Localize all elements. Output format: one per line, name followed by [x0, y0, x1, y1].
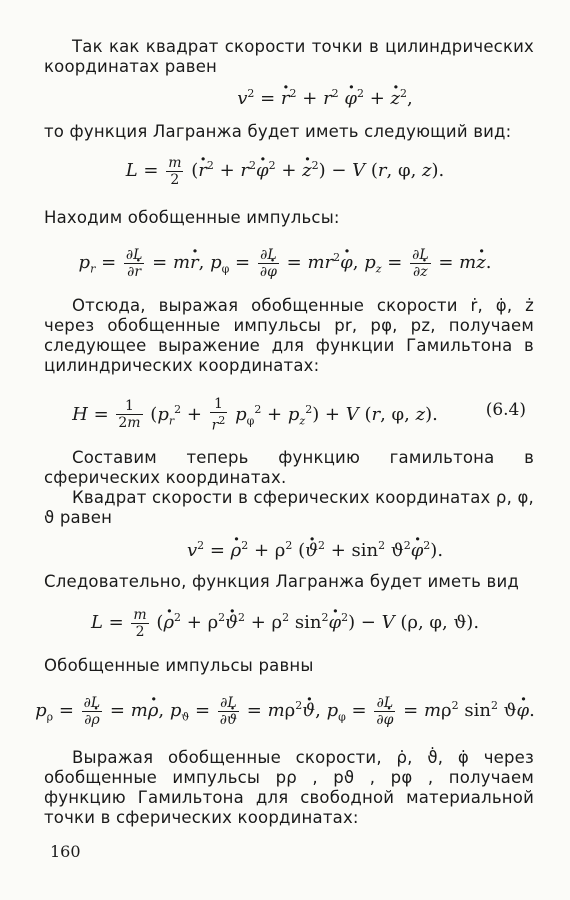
paragraph-9: Выражая обобщенные скорости, ρ̇, ϑ̇, φ̇ через обобщенные импульсы pρ , pϑ , pφ , получаем функцию Гамильтона для свободной материальной точки в сферических координатах: — [44, 748, 534, 827]
equation-momenta-spherical: $p_\rho$ = $\frac{\partial L}{\partial\cdot \rho}$ = m· ρ, $p_ϑ$ = $\frac{\partial L}{\partial\cdot ϑ}$ = $m\rho^2\cdot ϑ$, $p_\varphi$ = $\frac{\partial L}{\partial\cdot \varphi}$ = $m\rho^2$ $\sin^2 ϑ\cdot \varphi$. — [0, 694, 570, 730]
paragraph-4: Отсюда, выражая обобщенные скорости ṙ, φ̇, ż через обобщенные импульсы pr, pφ, pz, получаем следующее выражение для функции Гамильтона в цилиндрических координатах: — [44, 296, 535, 375]
paragraph-2: то функция Лагранжа будет иметь следующий вид: — [44, 122, 512, 141]
equation-lagrangian-cylindrical: L = $\frac{m}{2}$ (· $r^2 + r^2\cdot \varphi^2$ + · $z^2) - V$ (r, φ, z). — [0, 154, 570, 188]
paragraph-5: Составим теперь функцию гамильтона в сферических координатах. — [44, 448, 534, 487]
page-number: 160 — [50, 842, 81, 861]
paragraph-6: Квадрат скорости в сферических координатах ρ, φ, ϑ равен — [44, 488, 535, 527]
equation-momenta-cylindrical: $p_r$ = $\frac{\partial L}{\partial\cdot r}$ = m· r, $p_\varphi$ = $\frac{\partial L}{\partial\cdot \varphi}$ = $mr^2\cdot \varphi$, $p_z$ = $\frac{\partial L}{\partial\cdot z}$ = m· z. — [0, 246, 570, 282]
equation-velocity-cylindrical: $v^2$ = · $r^2 + r^2 \cdot \varphi^2$ + · $z^2$, — [40, 82, 570, 111]
paragraph-1: Так как квадрат скорости точки в цилиндрических координатах равен — [44, 37, 534, 76]
equation-hamiltonian-cylindrical: H = $\frac{1}{2m}$ ($p_r^2$ + $\frac{1}{r^2}$ $p_\varphi^2 + p_z^2) + V$ (r, φ, z). — [72, 396, 438, 434]
paragraph-8: Обобщенные импульсы равны — [44, 656, 314, 675]
paragraph-7: Следовательно, функция Лагранжа будет иметь вид — [44, 572, 520, 591]
paragraph-3: Находим обобщенные импульсы: — [44, 208, 340, 227]
equation-velocity-spherical: $v^2$ = · $\rho^2 + \rho^2$ (· $ϑ^2 + \sin^2 ϑ^2\cdot \varphi^2$). — [30, 534, 570, 563]
equation-number: (6.4) — [485, 400, 526, 420]
equation-lagrangian-spherical: L = $\frac{m}{2}$ (· $\rho^2 + \rho^2\cdot ϑ^2 + \rho^2$ $\sin^2\cdot \varphi^2) - V$ (ρ, φ, ϑ). — [0, 606, 570, 640]
